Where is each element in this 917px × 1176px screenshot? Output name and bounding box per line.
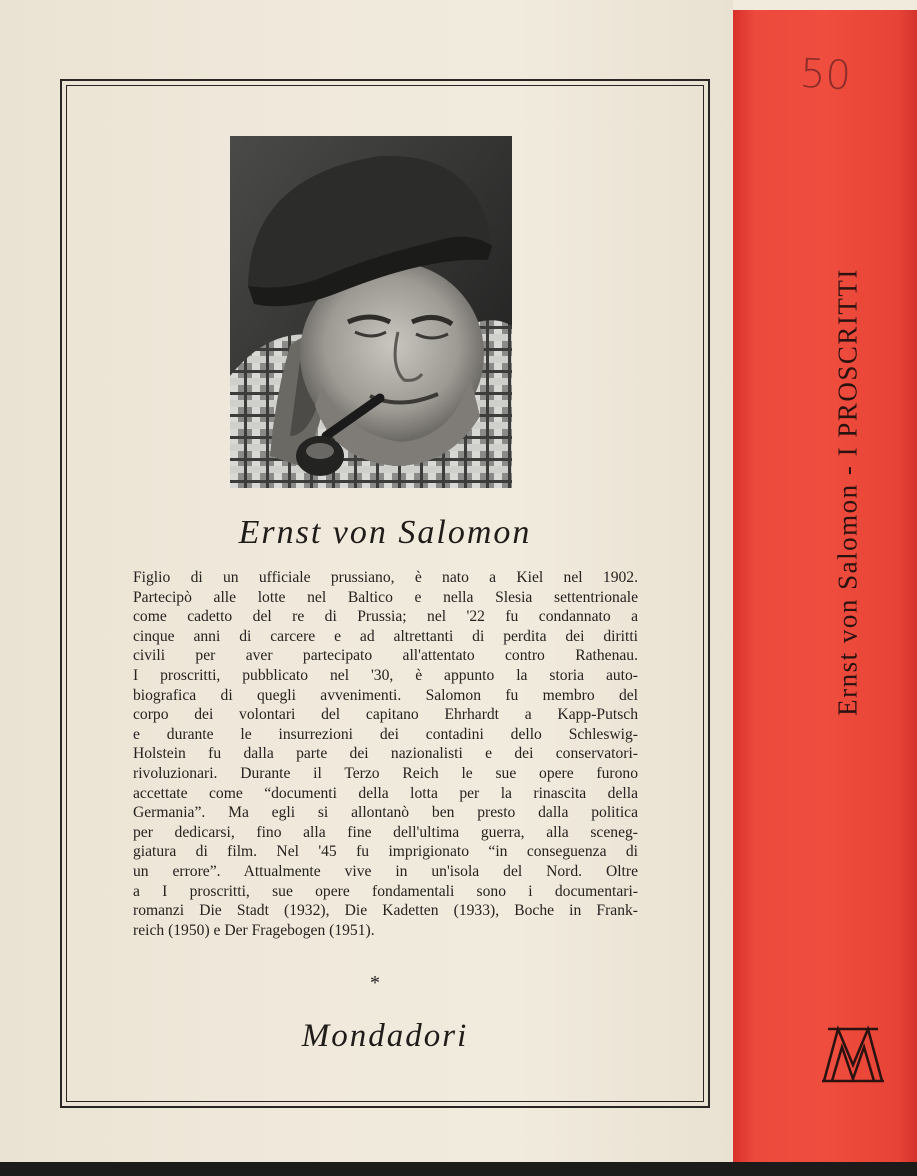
bio-line: civili per aver partecipato all'attentato contro Rathenau. [133, 647, 638, 665]
bio-line: Figlio di un ufficiale prussiano, è nato a Kiel nel 1902. [133, 569, 638, 586]
separator-asterisk: * [370, 972, 380, 994]
bio-line: per dedicarsi, fino alla fine dell'ultima guerra, alla sceneg- [133, 823, 638, 841]
bio-line: giatura di film. Nel '45 fu imprigionato “in conseguenza di [133, 843, 638, 861]
handwritten-number: 50 [798, 50, 853, 100]
portrait-image [230, 136, 512, 488]
bio-line: Partecipò alle lotte nel Baltico e nella Slesia settentrionale [133, 588, 638, 606]
bio-line: un errore”. Attualmente vive in un'isola del Nord. Oltre [133, 862, 638, 880]
author-biography [133, 568, 638, 940]
spine-top-edge [733, 0, 917, 10]
bio-line: romanzi Die Stadt (1932), Die Kadetten (1933), Boche in Frank- [133, 902, 638, 920]
mondadori-logo-icon [820, 1025, 886, 1085]
author-photo [230, 136, 512, 488]
bio-line: Holstein fu dalla parte dei nazionalisti e dei conservatori- [133, 745, 638, 763]
author-name: Ernst von Salomon [238, 514, 532, 551]
bio-line: corpo dei volontari del capitano Ehrhardt a Kapp-Putsch [133, 706, 638, 724]
bio-line: reich (1950) e Der Fragebogen (1951). [133, 921, 375, 939]
book-spine [733, 8, 917, 1162]
bio-line: a I proscritti, sue opere fondamentali sono i documentari- [133, 882, 638, 900]
bio-line: accettate come “documenti della lotta per la rinascita della [133, 784, 638, 802]
publisher-name: Mondadori [301, 1018, 469, 1054]
bio-line: e durante le insurrezioni dei contadini dello Schleswig- [133, 725, 638, 743]
bio-line: Germania”. Ma egli si allontanò ben presto dalla politica [133, 804, 638, 822]
spine-title-text: Ernst von Salomon - I PROSCRITTI [832, 268, 863, 716]
bio-line: come cadetto del re di Prussia; nel '22 fu condannato a [133, 608, 638, 626]
bio-line: biografica di quegli avvenimenti. Salomon fu membro del [133, 686, 638, 704]
bio-line: I proscritti, pubblicato nel '30, è appunto la storia auto- [133, 666, 638, 684]
bio-line: cinque anni di carcere e ad altrettanti di perdita dei diritti [133, 627, 638, 645]
bio-line: rivoluzionari. Durante il Terzo Reich le sue opere furono [133, 764, 638, 782]
scan-bottom-edge [0, 1162, 917, 1176]
